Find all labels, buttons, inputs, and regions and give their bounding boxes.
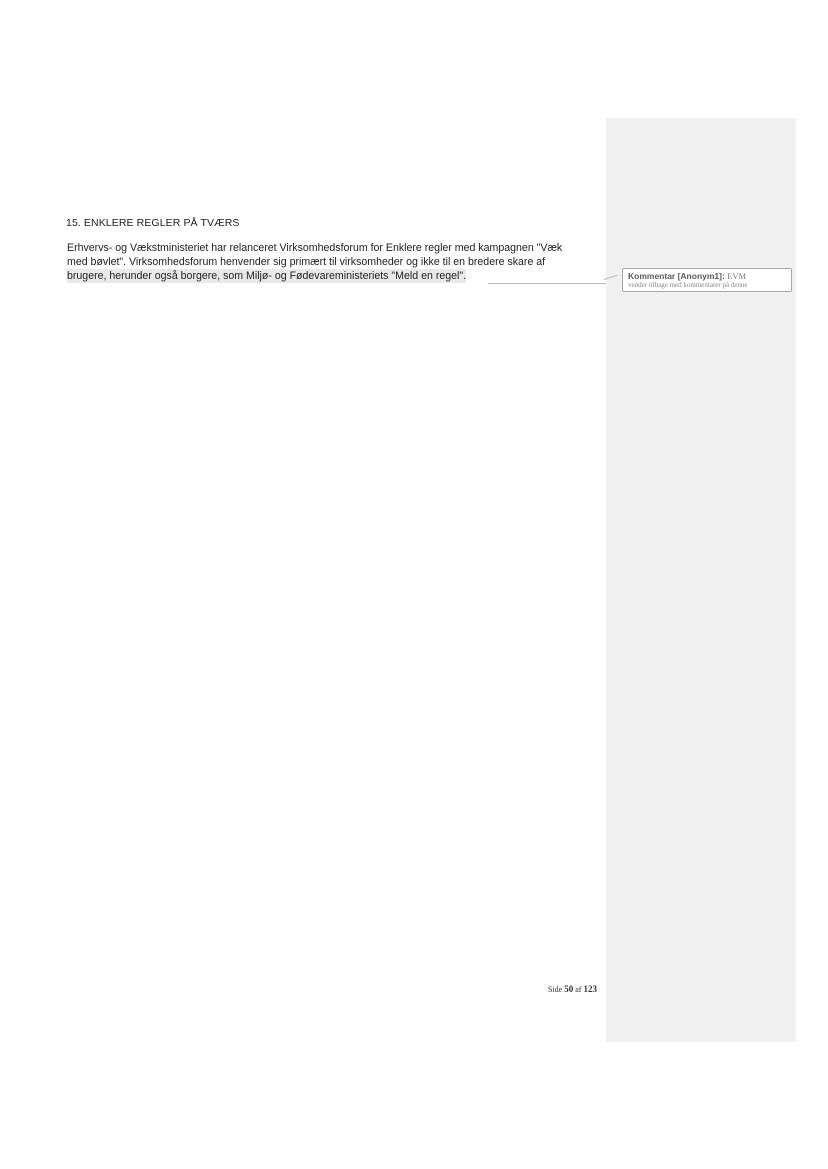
comment-text-start: EVM [727,271,747,281]
comment-header [628,271,786,281]
comment-balloon[interactable] [622,268,792,292]
paragraph-line-3-commented[interactable]: brugere, herunder også borgere, som Miljø- og Fødevareministeriets "Meld en regel". [67,270,467,282]
page-number-prefix: Side [548,985,563,994]
comment-text: vender tilbage med kommentarer på denne [628,281,748,289]
comment-connector-line [488,283,606,284]
page-number [548,984,597,994]
paragraph [67,241,587,283]
comment-author-label: Kommentar [Anonym1]: [628,271,725,281]
comment-margin-pane [606,118,796,1042]
page-number-separator: af [575,985,582,994]
section-heading: 15. ENKLERE REGLER PÅ TVÆRS [66,217,240,229]
paragraph-line-2: med bøvlet". Virksomhedsforum henvender sig primært til virksomheder og ikke til en bredere skare af [67,256,546,268]
paragraph-line-1: Erhvervs- og Vækstministeriet har relanceret Virksomhedsforum for Enklere regler med kampagnen "Væk [67,242,563,254]
page-number-current: 50 [564,984,574,994]
page-number-total: 123 [583,984,597,994]
